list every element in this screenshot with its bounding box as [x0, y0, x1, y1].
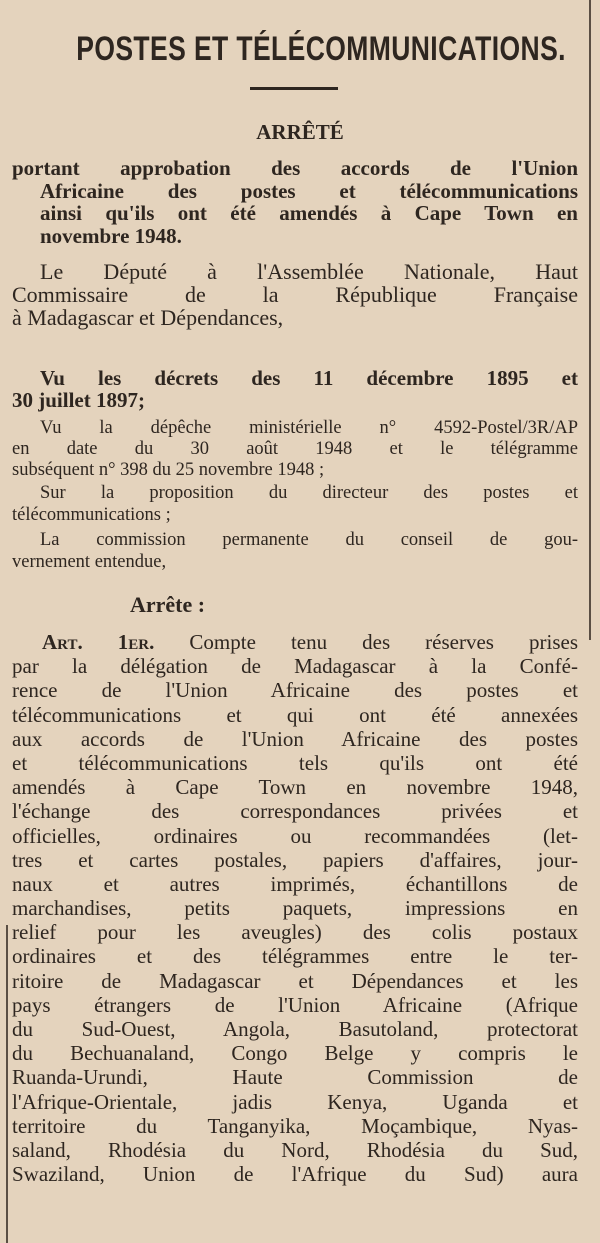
column-rule-left: [6, 925, 8, 1243]
visa-depeche-line: en date du 30 août 1948 et le télégramme: [12, 439, 578, 459]
article-line: amendés à Cape Town en novembre 1948,: [12, 775, 578, 800]
section-title: POSTES ET TÉLÉCOMMUNICATIONS.: [76, 30, 566, 68]
article-line: marchandises, petits paquets, impressions en: [12, 896, 578, 921]
arrete-label: Arrête :: [130, 592, 206, 617]
article-line: rence de l'Union Africaine des postes et: [12, 678, 578, 703]
article-1: [12, 630, 578, 1186]
visa-decrets-line: 30 juillet 1897;: [12, 388, 145, 412]
visa-depeche-line: subséquent n° 398 du 25 novembre 1948 ;: [12, 460, 325, 480]
subtitle-line: novembre 1948.: [40, 224, 182, 248]
article-line: tres et cartes postales, papiers d'affaires, jour-: [12, 847, 578, 872]
visa-commission-line: La commission permanente du conseil de gou-: [40, 530, 578, 550]
visa-proposition-line: Sur la proposition du directeur des postes et: [40, 483, 578, 503]
article-label: Art. 1er.: [42, 630, 155, 654]
article-line: du Bechuanaland, Congo Belge y compris le: [12, 1041, 578, 1066]
article-line: pays étrangers de l'Union Africaine (Afrique: [12, 992, 578, 1017]
authority-line: à Madagascar et Dépendances,: [12, 305, 284, 330]
subtitle-line: portant approbation des accords de l'Union: [12, 156, 578, 180]
subtitle-line: ainsi qu'ils ont été amendés à Cape Town en: [40, 201, 578, 225]
article-line: du Sud-Ouest, Angola, Basutoland, protectorat: [12, 1017, 578, 1041]
article-line: territoire du Tanganyika, Moçambique, Nyas-: [12, 1113, 578, 1138]
article-line: l'Afrique-Orientale, jadis Kenya, Uganda et: [12, 1089, 578, 1114]
visa-proposition-line: télécommunications ;: [12, 505, 171, 525]
authority-line: Le Député à l'Assemblée Nationale, Haut: [40, 259, 578, 284]
subtitle-line: Africaine des postes et télécommunications: [40, 179, 578, 203]
article-line: Ruanda-Urundi, Haute Commission de: [12, 1065, 578, 1090]
article-line: aux accords de l'Union Africaine des postes: [12, 726, 578, 751]
article-first-line: [12, 630, 578, 654]
article-line: par la délégation de Madagascar à la Confé-: [12, 654, 578, 679]
article-text: Compte tenu des réserves prises: [189, 630, 578, 654]
article-line: l'échange des correspondances privées et: [12, 799, 578, 824]
visa-depeche-line: Vu la dépêche ministérielle n° 4592-Postel/3R/AP: [40, 418, 578, 438]
article-line: ordinaires et des télégrammes entre le ter-: [12, 944, 578, 969]
article-line: et télécommunications tels qu'ils ont été: [12, 750, 578, 775]
column-rule-right: [589, 0, 591, 640]
article-line: Swaziland, Union de l'Afrique du Sud) aura: [12, 1162, 578, 1187]
visa-commission-line: vernement entendue,: [12, 552, 167, 572]
arrete-heading: ARRÊTÉ: [256, 120, 344, 144]
authority-line: Commissaire de la République Française: [12, 282, 578, 307]
article-line: relief pour les aveugles) des colis postaux: [12, 920, 578, 945]
article-line: ritoire de Madagascar et Dépendances et les: [12, 968, 578, 993]
article-line: officielles, ordinaires ou recommandées (let-: [12, 823, 578, 848]
article-line: télécommunications et qui ont été annexées: [12, 702, 578, 727]
article-line: saland, Rhodésia du Nord, Rhodésia du Sud,: [12, 1137, 578, 1162]
article-line: naux et autres imprimés, échantillons de: [12, 871, 578, 896]
title-divider: [250, 87, 338, 90]
visa-decrets-line: Vu les décrets des 11 décembre 1895 et: [40, 366, 578, 390]
